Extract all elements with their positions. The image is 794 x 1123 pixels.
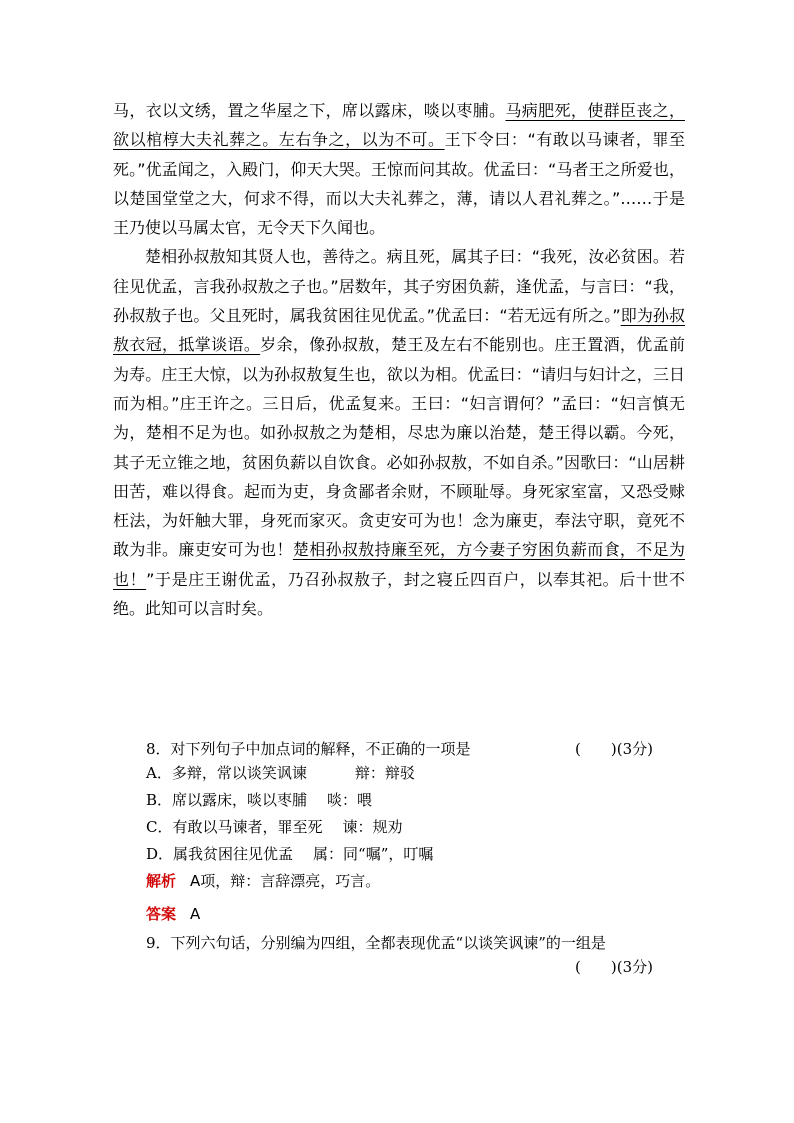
question-8-stem xyxy=(113,738,653,760)
underlined-sentence: 楚相孙叔敖持廉至死，方今妻子穷困负薪而食，不足为也！ xyxy=(113,540,685,589)
underlined-sentence: 马病肥死，使群臣丧之，欲以棺椁大夫礼葬之。左右争之，以为不可。 xyxy=(113,101,685,150)
question-section xyxy=(113,738,653,980)
answer-line xyxy=(113,901,653,928)
answer-tag: 答案 xyxy=(146,905,177,923)
option-text: D．属我贫困往见优孟 xyxy=(146,845,294,863)
option-a xyxy=(113,760,653,787)
analysis-line xyxy=(113,868,653,895)
option-d xyxy=(113,841,653,868)
text-run: 楚相孙叔敖知其贤人也，善待之。病且死，属其子曰：“我死，汝必贫困。若往见优孟，言我孙叔敖之子也。”居数年，其子穷困负薪，逢优孟，与言曰：“我，孙叔敖子也。父且死时，属我贫困往见优孟。”优孟曰：“若无远有所之。” xyxy=(113,247,685,326)
question-text: 8．对下列句子中加点词的解释，不正确的一项是 xyxy=(146,740,471,758)
question-9-mark-row xyxy=(113,954,653,980)
option-text: A．多辩，常以谈笑讽谏 xyxy=(146,764,307,782)
option-gloss: 啖：喂 xyxy=(327,791,373,809)
answer-blank: ( )(3分) xyxy=(575,958,653,976)
text-run: 马，衣以文绣，置之华屋之下，席以露床，啖以枣脯。 xyxy=(113,101,506,120)
question-text: 9．下列六句话，分别编为四组，全都表现优孟“以谈笑讽谏”的一组是 xyxy=(146,934,606,952)
analysis-tag: 解析 xyxy=(146,872,177,890)
option-b xyxy=(113,787,653,814)
option-gloss: 辩：辩驳 xyxy=(354,764,415,782)
option-text: C．有敢以马谏者，罪至死 xyxy=(146,818,323,836)
passage-paragraph-2 xyxy=(113,242,685,623)
analysis-text: A项，辩：言辞漂亮，巧言。 xyxy=(190,872,381,890)
text-run: 王下令曰：“有敢以马谏者，罪至死。”优孟闻之，入殿门，仰天大哭。王惊而问其故。优孟曰：“马者王之所爱也，以楚国堂堂之大，何求不得，而以大夫礼葬之，薄，请以人君礼葬之。”……于是王乃使以马属太官，无令天下久闻也。 xyxy=(113,130,685,238)
answer-text: A xyxy=(190,905,201,923)
text-run: 岁余，像孙叔敖，楚王及左右不能别也。庄王置酒，优孟前为寿。庄王大惊，以为孙叔敖复生也，欲以为相。优孟曰：“请归与妇计之，三日而为相。”庄王许之。三日后，优孟复来。王曰：“妇言谓何？”孟曰：“妇言慎无为，楚相不足为也。如孙叔敖之为楚相，尽忠为廉以治楚，楚王得以霸。今死，其子无立锥之地，贫困负薪以自饮食。必如孙叔敖，不如自杀。”因歌曰：“山居耕田苦，难以得食。起而为吏，身贪鄙者余财，不顾耻辱。身死家室富，又恐受赇枉法，为奸触大罪，身死而家灭。贪吏安可为也！念为廉吏，奉法守职，竟死不敢为非。廉吏安可为也！ xyxy=(113,335,685,560)
question-9-stem xyxy=(113,932,653,954)
option-gloss: 属：同“嘱”，叮嘱 xyxy=(313,845,434,863)
answer-blank: ( )(3分) xyxy=(575,740,653,758)
option-text: B．席以露床，啖以枣脯 xyxy=(146,791,308,809)
classical-passage xyxy=(113,96,685,623)
passage-paragraph-1 xyxy=(113,96,685,242)
text-run: ”于是庄王谢优孟，乃召孙叔敖子，封之寝丘四百户，以奉其祀。后十世不绝。此知可以言时矣。 xyxy=(113,569,685,619)
underlined-sentence: 即为孙叔敖衣冠，抵掌谈语。 xyxy=(113,306,685,355)
option-gloss: 谏：规劝 xyxy=(342,818,403,836)
option-c xyxy=(113,814,653,841)
